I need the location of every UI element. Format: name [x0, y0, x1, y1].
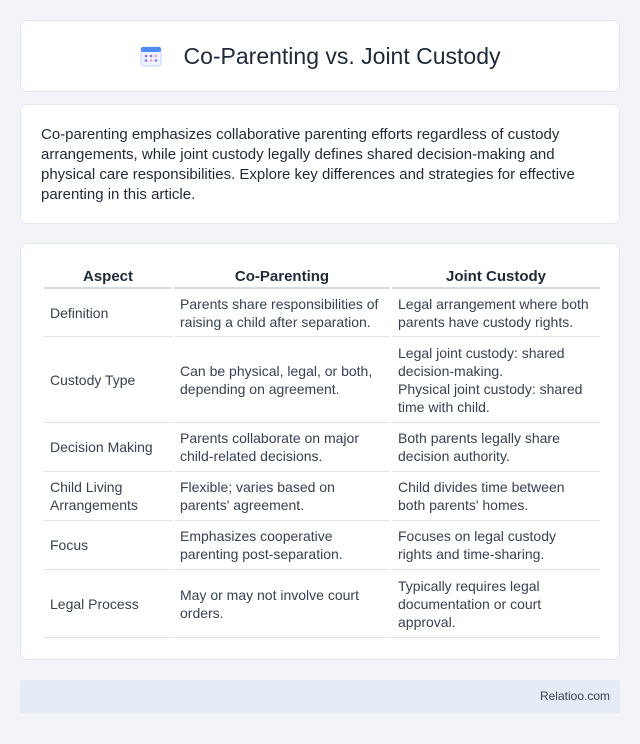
header-aspect: Aspect [44, 264, 172, 289]
row-aspect: Definition [44, 289, 172, 337]
table-header-row [44, 264, 600, 289]
row-joint-custody: Focuses on legal custody rights and time-sharing. [392, 521, 600, 570]
row-co-parenting: Flexible; varies based on parents' agreement. [174, 472, 390, 521]
row-joint-custody: Legal arrangement where both parents have custody rights. [392, 289, 600, 337]
row-joint-custody: Child divides time between both parents' homes. [392, 472, 600, 521]
row-co-parenting: Can be physical, legal, or both, depending on agreement. [174, 337, 390, 423]
table-row [44, 423, 600, 472]
row-aspect: Focus [44, 521, 172, 570]
row-joint-custody: Typically requires legal documentation or court approval. [392, 570, 600, 638]
header-co-parenting: Co-Parenting [174, 264, 390, 289]
table-row [44, 521, 600, 570]
joint-custody-physical: Physical joint custody: shared time with child. [398, 380, 583, 415]
table-row [44, 289, 600, 337]
intro-text: Co-parenting emphasizes collaborative parenting efforts regardless of custody arrangements, while joint custody legally defines shared decision-making and physical care responsibilities. Explore key differences and strategies for effective parenting in this article. [41, 126, 575, 203]
row-joint-custody [392, 337, 600, 423]
row-co-parenting: Parents collaborate on major child-related decisions. [174, 423, 390, 472]
row-aspect: Child Living Arrangements [44, 472, 172, 521]
footer-brand: Relatioo.com [539, 689, 610, 703]
row-co-parenting: May or may not involve court orders. [174, 570, 390, 638]
header-joint-custody: Joint Custody [392, 264, 600, 289]
table-row [44, 472, 600, 521]
comparison-table-card [20, 243, 620, 660]
row-co-parenting: Parents share responsibilities of raising a child after separation. [174, 289, 390, 337]
title-card [20, 20, 620, 92]
joint-custody-legal: Legal joint custody: shared decision-making. [398, 344, 565, 379]
row-co-parenting: Emphasizes cooperative parenting post-separation. [174, 521, 390, 570]
table-row [44, 337, 600, 423]
row-aspect: Decision Making [44, 423, 172, 472]
row-aspect: Legal Process [44, 570, 172, 638]
page-title: Co-Parenting vs. Joint Custody [183, 42, 501, 69]
table-row [44, 570, 600, 638]
intro-card [20, 104, 620, 224]
row-joint-custody: Both parents legally share decision authority. [392, 423, 600, 472]
comparison-table [42, 264, 602, 638]
calendar-icon [139, 44, 163, 68]
footer [20, 680, 620, 713]
row-aspect: Custody Type [44, 337, 172, 423]
